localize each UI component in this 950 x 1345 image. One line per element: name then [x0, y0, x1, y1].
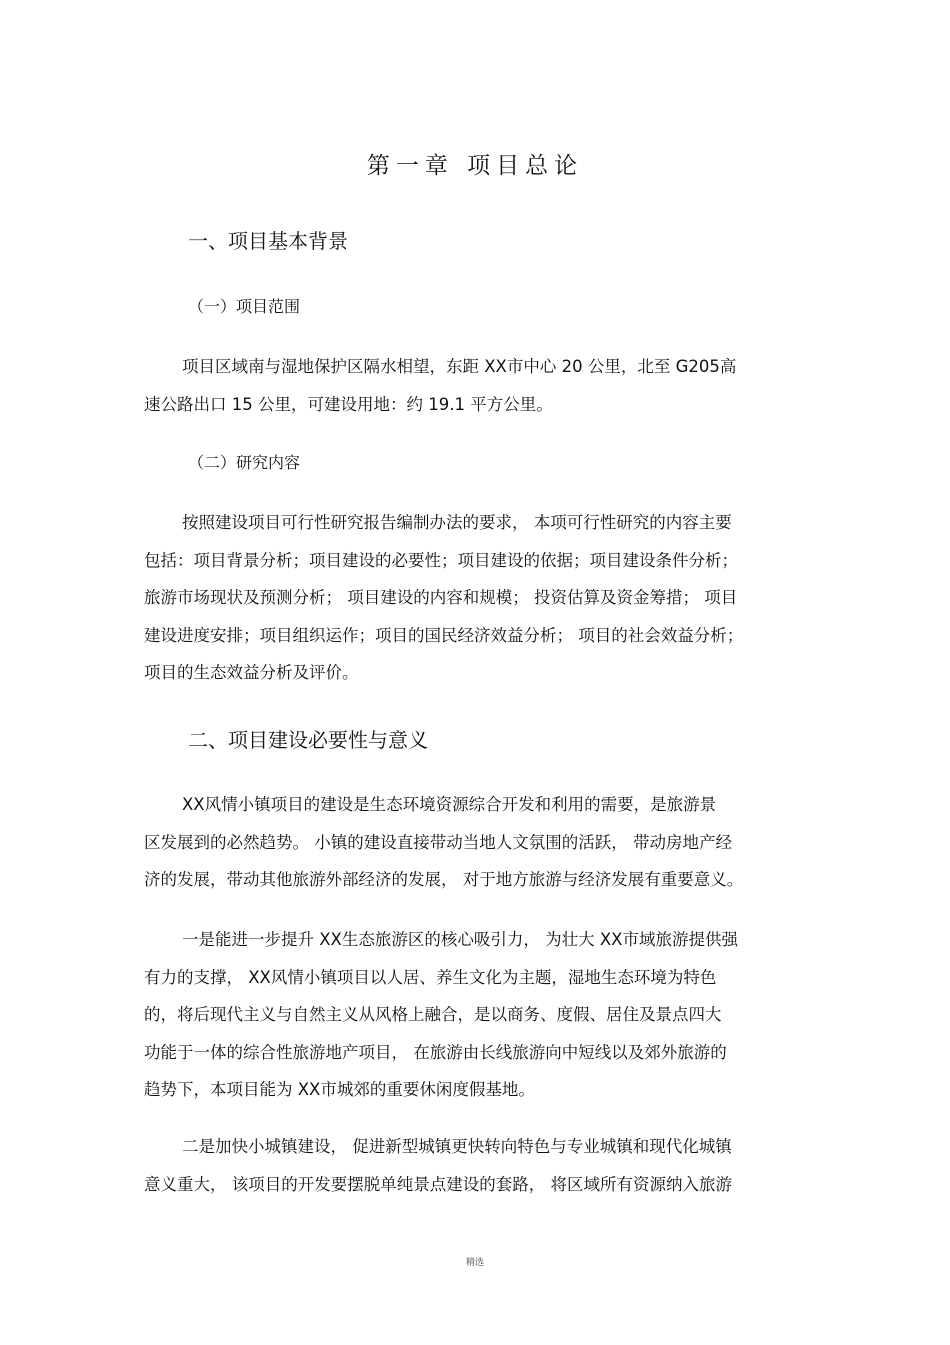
paragraph-line: 功能于一体的综合性旅游地产项目， 在旅游由长线旅游向中短线以及郊外旅游的 — [144, 1042, 727, 1062]
paragraph-line: 建设进度安排；项目组织运作；项目的国民经济效益分析； 项目的社会效益分析； — [144, 625, 744, 645]
paragraph-line: 二是加快小城镇建设， 促进新型城镇更快转向特色与专业城镇和现代化城镇 — [182, 1137, 732, 1156]
chapter-title: 第一章 项目总论 — [366, 153, 584, 179]
paragraph-scope — [144, 348, 806, 423]
paragraph-line: 项目的生态效益分析及评价。 — [144, 663, 359, 683]
paragraph-line: 速公路出口 15 公里，可建设用地：约 19.1 平方公里。 — [144, 394, 553, 414]
section-heading-necessity: 二、项目建设必要性与意义 — [188, 728, 428, 752]
paragraph-line: XX风情小镇项目的建设是生态环境资源综合开发和利用的需要，是旅游景 — [182, 795, 717, 814]
page-footer: 精选 — [465, 1258, 484, 1268]
paragraph-line: 区发展到的必然趋势。 小镇的建设直接带动当地人文氛围的活跃， 带动房地产经 — [144, 832, 732, 852]
paragraph-line: 有力的支撑， XX风情小镇项目以人居、养生文化为主题，湿地生态环境为特色 — [144, 967, 717, 987]
paragraph-line: 项目区域南与湿地保护区隔水相望，东距 XX市中心 20 公里，北至 G205高 — [182, 357, 737, 376]
paragraph-line: 济的发展，带动其他旅游外部经济的发展， 对于地方旅游与经济发展有重要意义。 — [144, 870, 744, 890]
paragraph-line: 按照建设项目可行性研究报告编制办法的要求， 本项可行性研究的内容主要 — [182, 513, 732, 532]
sub-heading-scope: （一）项目范围 — [188, 297, 301, 316]
paragraph-line: 趋势下，本项目能为 XX市城郊的重要休闲度假基地。 — [144, 1080, 535, 1100]
paragraph-research — [144, 504, 806, 692]
paragraph-line: 一是能进一步提升 XX生态旅游区的核心吸引力， 为壮大 XX市域旅游提供强 — [182, 930, 738, 949]
paragraph-line: 旅游市场现状及预测分析； 项目建设的内容和规模； 投资估算及资金筹措； 项目 — [144, 588, 738, 608]
paragraph-line: 的，将后现代主义与自然主义从风格上融合，是以商务、度假、居住及景点四大 — [144, 1005, 722, 1025]
paragraph-necessity-3 — [144, 1128, 806, 1203]
section-heading-background: 一、项目基本背景 — [188, 229, 348, 253]
paragraph-line: 包括：项目背景分析；项目建设的必要性；项目建设的依据；项目建设条件分析； — [144, 550, 738, 570]
paragraph-necessity-1 — [144, 786, 806, 899]
paragraph-line: 意义重大， 该项目的开发要摆脱单纯景点建设的套路， 将区域所有资源纳入旅游 — [144, 1174, 732, 1194]
paragraph-necessity-2 — [144, 921, 806, 1109]
sub-heading-research: （二）研究内容 — [188, 453, 301, 472]
